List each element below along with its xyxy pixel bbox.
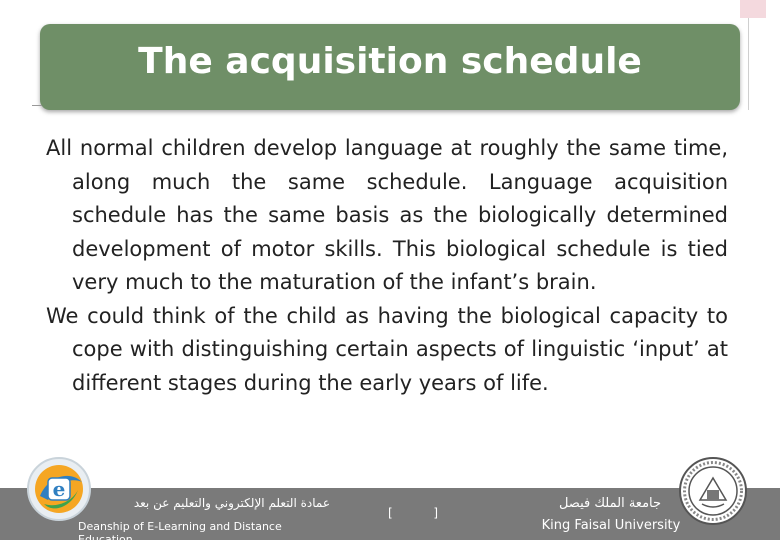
university-arabic-name: جامعة الملك فيصل <box>558 496 662 511</box>
page-number <box>388 506 438 520</box>
svg-text:e: e <box>52 477 66 501</box>
deanship-english-name: Deanship of E-Learning and Distance Education <box>78 520 282 546</box>
divider-tick <box>32 105 42 106</box>
slide-title: The acquisition schedule <box>138 41 642 82</box>
deanship-arabic-name: عمادة التعلم الإلكتروني والتعليم عن بعد <box>133 496 330 510</box>
page-bracket-close: ] <box>433 506 438 520</box>
paragraph-1: All normal children develop language at roughly the same time, along much the same schedule. Language acquisition schedule has the same basis as the biologically determined development of motor skills. This biological schedule is tied very much to the maturation of the infant’s brain. <box>46 136 728 294</box>
page-bracket-open: [ <box>388 506 393 520</box>
university-english-name: King Faisal University <box>541 518 681 533</box>
slide-body <box>46 132 728 400</box>
university-seal-icon <box>678 456 748 526</box>
corner-accent <box>740 0 766 18</box>
elearning-logo-icon <box>26 456 92 522</box>
paragraph-2: We could think of the child as having the biological capacity to cope with distinguishing certain aspects of linguistic ‘input’ at different stages during the early years of life. <box>46 303 728 395</box>
